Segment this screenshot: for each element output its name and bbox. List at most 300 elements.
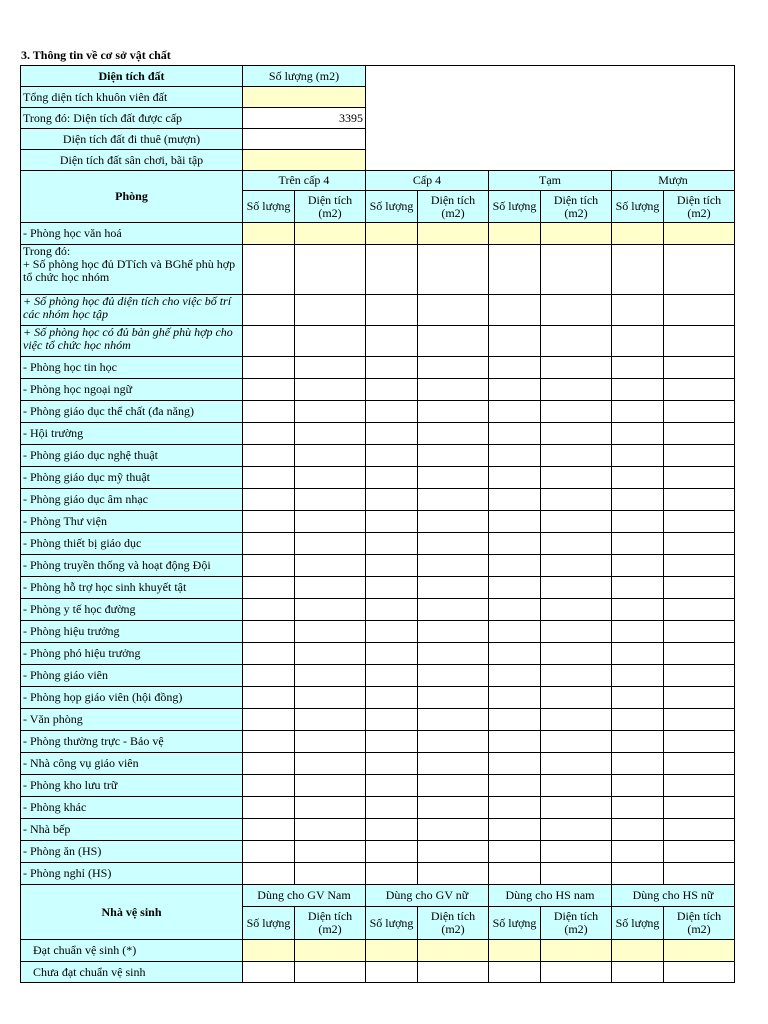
land-row-value[interactable] [243,129,366,150]
room-qty-cell[interactable] [489,357,541,379]
room-qty-cell[interactable] [612,511,664,533]
room-qty-cell[interactable] [366,401,418,423]
room-area-cell[interactable] [541,445,612,467]
room-area-cell[interactable] [664,533,735,555]
room-qty-cell[interactable] [612,841,664,863]
toilet-row-label: Chưa đạt chuẩn vệ sinh [21,962,243,983]
room-area-cell[interactable] [541,379,612,401]
room-qty-cell[interactable] [243,687,295,709]
room-qty-cell[interactable] [489,863,541,885]
room-qty-cell[interactable] [612,709,664,731]
room-area-cell[interactable] [541,533,612,555]
room-area-cell[interactable] [418,797,489,819]
room-area-cell[interactable] [295,423,366,445]
toilet-cell[interactable] [489,962,541,983]
rooms-group-header: Trên cấp 4 [243,171,366,191]
room-qty-cell[interactable] [612,643,664,665]
room-qty-cell[interactable] [366,819,418,841]
toilet-cell[interactable] [541,962,612,983]
room-qty-cell[interactable] [243,731,295,753]
room-row-label: - Phòng giáo dục thể chất (đa năng) [21,401,243,423]
room-area-cell[interactable] [418,599,489,621]
room-area-cell[interactable] [295,797,366,819]
room-qty-cell[interactable] [243,841,295,863]
toilet-cell[interactable] [418,940,489,962]
room-area-cell[interactable] [295,665,366,687]
room-area-cell[interactable] [295,379,366,401]
room-qty-cell[interactable] [612,445,664,467]
room-area-cell[interactable] [541,643,612,665]
room-row [21,511,735,533]
toilet-cell[interactable] [366,940,418,962]
room-qty-cell[interactable] [243,326,295,357]
area-header: Diện tích (m2) [664,191,735,223]
area-header: Diện tích (m2) [295,191,366,223]
room-area-cell[interactable] [664,863,735,885]
room-area-cell[interactable] [295,401,366,423]
room-qty-cell[interactable] [489,555,541,577]
toilets-group-header: Dùng cho GV nữ [366,885,489,907]
section-title: 3. Thông tin về cơ sở vật chất [21,48,171,62]
room-area-cell[interactable] [664,709,735,731]
room-area-cell[interactable] [295,841,366,863]
room-area-cell[interactable] [541,423,612,445]
room-area-cell[interactable] [295,445,366,467]
room-area-cell[interactable] [541,841,612,863]
room-qty-cell[interactable] [489,797,541,819]
room-qty-cell[interactable] [489,379,541,401]
room-qty-cell[interactable] [366,467,418,489]
room-qty-cell[interactable] [612,423,664,445]
room-area-cell[interactable] [541,819,612,841]
toilets-group-header: Dùng cho GV Nam [243,885,366,907]
room-qty-cell[interactable] [489,577,541,599]
room-area-cell[interactable] [295,621,366,643]
room-row [21,295,735,326]
room-qty-cell[interactable] [489,599,541,621]
room-area-cell[interactable] [664,731,735,753]
room-qty-cell[interactable] [243,555,295,577]
room-qty-cell[interactable] [612,665,664,687]
room-area-cell[interactable] [664,665,735,687]
room-area-cell[interactable] [295,245,366,295]
room-row [21,223,735,245]
toilet-cell[interactable] [243,940,295,962]
room-qty-cell[interactable] [366,775,418,797]
room-qty-cell[interactable] [489,819,541,841]
room-area-cell[interactable] [664,401,735,423]
room-qty-cell[interactable] [366,665,418,687]
room-qty-cell[interactable] [489,533,541,555]
room-qty-cell[interactable] [243,753,295,775]
room-row-label: + Số phòng học có đủ bàn ghế phù hợp cho việc tổ chức học nhóm [21,326,243,357]
qty-header: Số lượng [366,191,418,223]
room-qty-cell[interactable] [489,326,541,357]
qty-header: Số lượng [243,907,295,940]
room-area-cell[interactable] [541,357,612,379]
room-area-cell[interactable] [541,295,612,326]
room-area-cell[interactable] [418,245,489,295]
room-qty-cell[interactable] [366,223,418,245]
room-area-cell[interactable] [541,401,612,423]
room-area-cell[interactable] [664,555,735,577]
room-qty-cell[interactable] [489,665,541,687]
room-area-cell[interactable] [418,841,489,863]
room-area-cell[interactable] [418,621,489,643]
room-area-cell[interactable] [295,511,366,533]
room-qty-cell[interactable] [489,423,541,445]
room-area-cell[interactable] [418,665,489,687]
room-qty-cell[interactable] [366,643,418,665]
room-qty-cell[interactable] [366,621,418,643]
room-qty-cell[interactable] [243,401,295,423]
room-area-cell[interactable] [541,621,612,643]
room-area-cell[interactable] [295,753,366,775]
room-area-cell[interactable] [418,753,489,775]
room-area-cell[interactable] [541,775,612,797]
land-row-value[interactable] [243,87,366,108]
rooms-group-header: Tạm [489,171,612,191]
rooms-group-header: Cấp 4 [366,171,489,191]
land-row-value[interactable]: 3395 [243,108,366,129]
room-area-cell[interactable] [295,819,366,841]
room-area-cell[interactable] [541,709,612,731]
toilet-cell[interactable] [612,940,664,962]
room-area-cell[interactable] [295,577,366,599]
room-area-cell[interactable] [541,489,612,511]
room-row [21,841,735,863]
room-row [21,665,735,687]
area-header: Diện tích (m2) [541,907,612,940]
room-area-cell[interactable] [541,326,612,357]
room-area-cell[interactable] [541,863,612,885]
room-qty-cell[interactable] [243,775,295,797]
room-qty-cell[interactable] [489,643,541,665]
room-area-cell[interactable] [418,401,489,423]
land-row-label: Tổng diện tích khuôn viên đất [21,87,243,108]
room-area-cell[interactable] [418,775,489,797]
toilet-cell[interactable] [418,962,489,983]
toilet-cell[interactable] [295,962,366,983]
room-area-cell[interactable] [418,445,489,467]
room-qty-cell[interactable] [612,863,664,885]
room-area-cell[interactable] [295,489,366,511]
room-area-cell[interactable] [664,753,735,775]
room-area-cell[interactable] [295,687,366,709]
room-row [21,467,735,489]
room-area-cell[interactable] [664,511,735,533]
room-qty-cell[interactable] [489,489,541,511]
room-qty-cell[interactable] [243,709,295,731]
room-qty-cell[interactable] [489,223,541,245]
room-qty-cell[interactable] [243,423,295,445]
room-area-cell[interactable] [295,357,366,379]
room-qty-cell[interactable] [489,775,541,797]
room-qty-cell[interactable] [366,731,418,753]
room-row [21,357,735,379]
room-area-cell[interactable] [418,357,489,379]
room-qty-cell[interactable] [489,731,541,753]
room-row-label: - Phòng họp giáo viên (hội đồng) [21,687,243,709]
room-qty-cell[interactable] [243,445,295,467]
room-qty-cell[interactable] [243,379,295,401]
area-header: Diện tích (m2) [418,191,489,223]
qty-header: Số lượng [243,191,295,223]
toilet-cell[interactable] [489,940,541,962]
room-area-cell[interactable] [664,326,735,357]
room-qty-cell[interactable] [366,863,418,885]
room-qty-cell[interactable] [489,687,541,709]
room-area-cell[interactable] [664,467,735,489]
room-qty-cell[interactable] [366,445,418,467]
room-area-cell[interactable] [664,687,735,709]
room-area-cell[interactable] [664,797,735,819]
land-blank-area [366,66,735,171]
room-qty-cell[interactable] [243,467,295,489]
room-area-cell[interactable] [295,863,366,885]
toilet-cell[interactable] [541,940,612,962]
room-area-cell[interactable] [418,489,489,511]
room-row-label: - Phòng kho lưu trữ [21,775,243,797]
land-row-label: Diện tích đất đi thuê (mượn) [21,129,243,150]
room-area-cell[interactable] [418,687,489,709]
room-area-cell[interactable] [418,819,489,841]
room-area-cell[interactable] [295,533,366,555]
room-area-cell[interactable] [418,533,489,555]
room-area-cell[interactable] [664,379,735,401]
room-area-cell[interactable] [541,511,612,533]
room-area-cell[interactable] [541,223,612,245]
room-row-label: - Phòng phó hiệu trưởng [21,643,243,665]
room-row-label: - Phòng thiết bị giáo dục [21,533,243,555]
toilet-cell[interactable] [612,962,664,983]
room-qty-cell[interactable] [366,599,418,621]
room-area-cell[interactable] [664,621,735,643]
room-qty-cell[interactable] [489,295,541,326]
room-area-cell[interactable] [418,423,489,445]
land-row-value[interactable] [243,150,366,171]
room-qty-cell[interactable] [243,621,295,643]
room-area-cell[interactable] [664,295,735,326]
rooms-group-header: Mượn [612,171,735,191]
room-qty-cell[interactable] [612,819,664,841]
room-qty-cell[interactable] [612,731,664,753]
room-area-cell[interactable] [664,643,735,665]
room-qty-cell[interactable] [612,687,664,709]
room-row [21,687,735,709]
room-qty-cell[interactable] [612,245,664,295]
area-header: Diện tích (m2) [541,191,612,223]
room-qty-cell[interactable] [243,295,295,326]
toilet-cell[interactable] [664,940,735,962]
land-row-label: Diện tích đất sân chơi, bãi tập [21,150,243,171]
room-area-cell[interactable] [295,467,366,489]
room-row-label: - Phòng học văn hoá [21,223,243,245]
room-row [21,621,735,643]
room-qty-cell[interactable] [366,357,418,379]
room-qty-cell[interactable] [366,687,418,709]
toilet-cell[interactable] [243,962,295,983]
room-qty-cell[interactable] [612,401,664,423]
room-area-cell[interactable] [541,687,612,709]
room-area-cell[interactable] [295,599,366,621]
room-qty-cell[interactable] [243,819,295,841]
room-row [21,797,735,819]
room-area-cell[interactable] [295,775,366,797]
room-qty-cell[interactable] [489,401,541,423]
room-qty-cell[interactable] [489,709,541,731]
room-area-cell[interactable] [295,643,366,665]
room-area-cell[interactable] [418,643,489,665]
room-qty-cell[interactable] [612,753,664,775]
room-qty-cell[interactable] [243,357,295,379]
room-area-cell[interactable] [418,731,489,753]
room-qty-cell[interactable] [366,326,418,357]
room-area-cell[interactable] [541,753,612,775]
room-qty-cell[interactable] [489,511,541,533]
room-qty-cell[interactable] [366,555,418,577]
room-row-label: - Nhà công vụ giáo viên [21,753,243,775]
room-area-cell[interactable] [295,731,366,753]
room-area-cell[interactable] [418,295,489,326]
qty-header: Số lượng [366,907,418,940]
room-qty-cell[interactable] [489,621,541,643]
room-row-label: - Phòng ăn (HS) [21,841,243,863]
room-qty-cell[interactable] [243,577,295,599]
room-area-cell[interactable] [418,223,489,245]
room-area-cell[interactable] [664,577,735,599]
room-area-cell[interactable] [541,797,612,819]
room-area-cell[interactable] [541,599,612,621]
toilets-group-header: Dùng cho HS nữ [612,885,735,907]
qty-header: Số lượng [612,907,664,940]
room-qty-cell[interactable] [243,533,295,555]
room-qty-cell[interactable] [366,295,418,326]
toilet-cell[interactable] [664,962,735,983]
room-area-cell[interactable] [418,577,489,599]
room-qty-cell[interactable] [612,489,664,511]
room-qty-cell[interactable] [612,379,664,401]
room-row-label: - Phòng khác [21,797,243,819]
room-qty-cell[interactable] [489,841,541,863]
room-qty-cell[interactable] [612,555,664,577]
toilet-cell[interactable] [366,962,418,983]
room-qty-cell[interactable] [612,599,664,621]
room-area-cell[interactable] [664,423,735,445]
room-qty-cell[interactable] [366,423,418,445]
room-row [21,379,735,401]
room-row-label: - Phòng giáo viên [21,665,243,687]
room-qty-cell[interactable] [243,245,295,295]
room-qty-cell[interactable] [243,863,295,885]
room-area-cell[interactable] [295,223,366,245]
room-qty-cell[interactable] [489,753,541,775]
room-qty-cell[interactable] [366,797,418,819]
room-area-cell[interactable] [541,731,612,753]
room-area-cell[interactable] [541,577,612,599]
room-row-label: - Phòng giáo dục mỹ thuật [21,467,243,489]
room-area-cell[interactable] [295,295,366,326]
room-qty-cell[interactable] [243,797,295,819]
room-qty-cell[interactable] [612,326,664,357]
area-header: Diện tích (m2) [664,907,735,940]
room-qty-cell[interactable] [366,841,418,863]
room-qty-cell[interactable] [366,489,418,511]
room-area-cell[interactable] [295,709,366,731]
room-area-cell[interactable] [664,841,735,863]
room-qty-cell[interactable] [612,533,664,555]
room-qty-cell[interactable] [243,511,295,533]
room-qty-cell[interactable] [366,245,418,295]
toilet-row [21,962,735,983]
room-row [21,326,735,357]
room-area-cell[interactable] [295,326,366,357]
room-qty-cell[interactable] [366,379,418,401]
room-area-cell[interactable] [418,555,489,577]
room-area-cell[interactable] [664,357,735,379]
room-qty-cell[interactable] [243,489,295,511]
room-qty-cell[interactable] [489,445,541,467]
room-area-cell[interactable] [664,445,735,467]
room-qty-cell[interactable] [366,709,418,731]
room-area-cell[interactable] [664,489,735,511]
room-area-cell[interactable] [418,326,489,357]
room-area-cell[interactable] [295,555,366,577]
room-row-label: - Phòng truyền thống và hoạt động Đội [21,555,243,577]
room-area-cell[interactable] [541,245,612,295]
room-qty-cell[interactable] [612,775,664,797]
room-qty-cell[interactable] [366,511,418,533]
room-qty-cell[interactable] [612,357,664,379]
room-area-cell[interactable] [664,819,735,841]
room-qty-cell[interactable] [612,621,664,643]
room-area-cell[interactable] [418,379,489,401]
toilets-group-header: Dùng cho HS nam [489,885,612,907]
room-row-label: - Phòng giáo dục nghệ thuật [21,445,243,467]
room-qty-cell[interactable] [366,577,418,599]
room-area-cell[interactable] [418,863,489,885]
room-area-cell[interactable] [541,555,612,577]
room-qty-cell[interactable] [366,533,418,555]
room-row-label: Trong đó: + Số phòng học đủ DTích và BGhế phù hợp tổ chức học nhóm [21,245,243,295]
room-area-cell[interactable] [664,245,735,295]
room-qty-cell[interactable] [243,665,295,687]
room-qty-cell[interactable] [243,599,295,621]
room-area-cell[interactable] [541,665,612,687]
room-qty-cell[interactable] [366,753,418,775]
room-qty-cell[interactable] [243,643,295,665]
room-area-cell[interactable] [664,223,735,245]
room-qty-cell[interactable] [612,223,664,245]
room-qty-cell[interactable] [243,223,295,245]
room-qty-cell[interactable] [612,797,664,819]
room-area-cell[interactable] [541,467,612,489]
room-area-cell[interactable] [664,599,735,621]
room-qty-cell[interactable] [612,295,664,326]
room-qty-cell[interactable] [489,467,541,489]
area-header: Diện tích (m2) [295,907,366,940]
room-area-cell[interactable] [418,467,489,489]
room-qty-cell[interactable] [489,245,541,295]
room-area-cell[interactable] [418,709,489,731]
room-area-cell[interactable] [418,511,489,533]
room-area-cell[interactable] [664,775,735,797]
toilet-cell[interactable] [295,940,366,962]
room-row-label: - Phòng hỗ trợ học sinh khuyết tật [21,577,243,599]
room-qty-cell[interactable] [612,467,664,489]
room-row-label: - Phòng y tế học đường [21,599,243,621]
room-qty-cell[interactable] [612,577,664,599]
